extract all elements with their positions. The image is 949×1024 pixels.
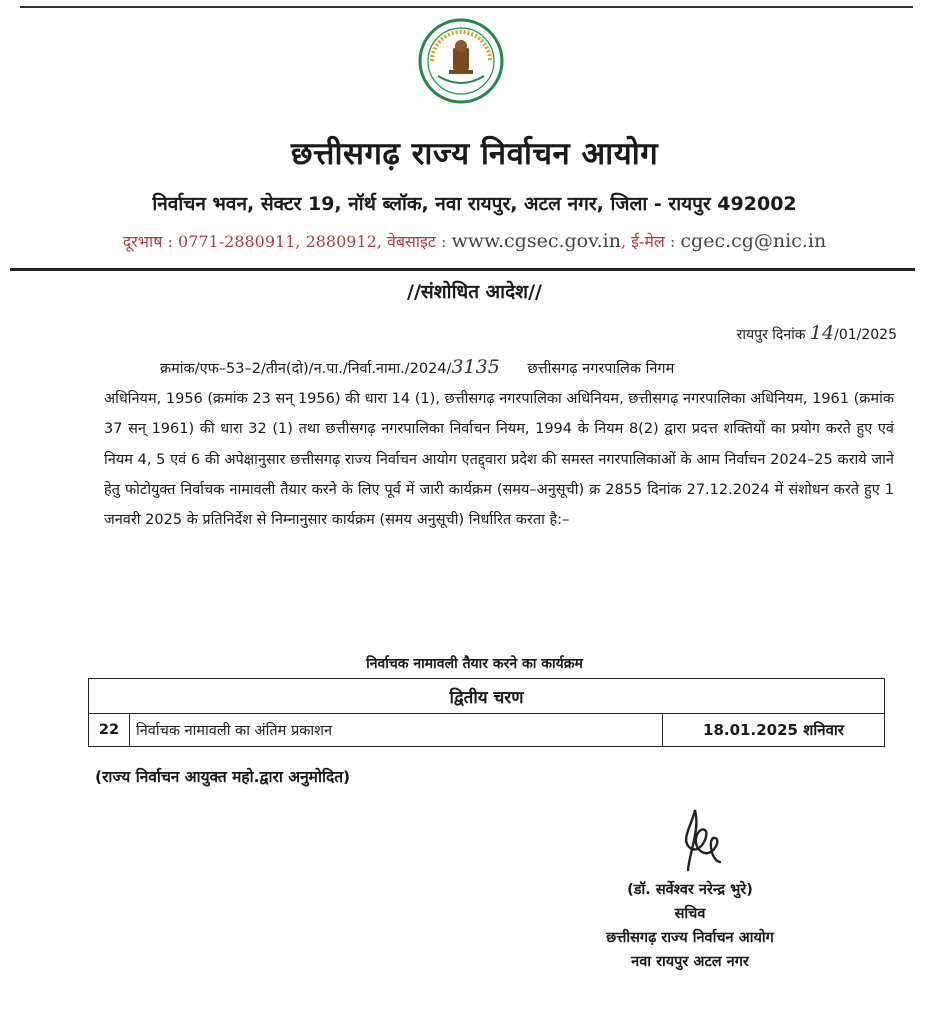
email-label: , ई-मेल : (620, 232, 681, 251)
row-activity: निर्वाचक नामावली का अंतिम प्रकाशन (130, 714, 663, 747)
organization-address: निर्वाचन भवन, सेक्टर 19, नॉर्थ ब्लॉक, नवा रायपुर, अटल नगर, जिला - रायपुर 492002 (152, 193, 797, 215)
schedule-caption: निर्वाचक नामावली तैयार करने का कार्यक्रम (366, 656, 583, 672)
schedule-table (88, 678, 885, 747)
signatory-block (540, 878, 840, 974)
phase-heading: द्वितीय चरण (89, 679, 885, 714)
reference-after: छत्तीसगढ़ नगरपालिक निगम (527, 361, 675, 377)
table-row (89, 714, 885, 747)
reference-number: क्रमांक/एफ–53–2/तीन(दो)/न.पा./निर्वा.नामा./2024/ (160, 361, 452, 377)
signatory-organization: छत्तीसगढ़ राज्य निर्वाचन आयोग (606, 930, 774, 946)
organization-contact (0, 230, 949, 252)
order-title: //संशोधित आदेश// (407, 281, 542, 303)
top-border-line (20, 6, 913, 8)
date-handwritten-day: 14 (809, 322, 835, 344)
signatory-designation: सचिव (674, 906, 706, 922)
row-date: 18.01.2025 शनिवार (663, 714, 885, 747)
date-label: रायपुर दिनांक (736, 327, 806, 343)
header-divider (10, 268, 915, 271)
order-body (104, 352, 894, 535)
order-date (737, 322, 897, 344)
phone-numbers: दूरभाष : 0771-2880911, 2880912, वेबसाइट : (122, 232, 452, 251)
signatory-name: (डॉ. सर्वेश्वर नरेन्द्र भुरे) (627, 882, 753, 898)
state-emblem-seal-icon (418, 18, 504, 104)
signatory-place: नवा रायपुर अटल नगर (631, 954, 749, 970)
email-link[interactable]: cgec.cg@nic.in (680, 230, 827, 252)
reference-line (104, 352, 894, 384)
organization-title: छत्तीसगढ़ राज्य निर्वाचन आयोग (290, 136, 659, 172)
reference-handwritten: 3135 (451, 356, 500, 378)
order-body-text: अधिनियम, 1956 (क्रमांक 23 सन् 1956) की धारा 14 (1), छत्तीसगढ़ नगरपालिका अधिनियम, छत्तीसगढ़ नगरपालिका अधिनियम, 1961 (क्रमांक 37 सन् 1961) की धारा 32 (1) तथा छत्तीसगढ़ नगरपालिका निर्वाचन नियम, 1994 के नियम 8(2) द्वारा प्रदत्त शक्तियों का प्रयोग करते हुए एवं नियम 4, 5 एवं 6 की अपेक्षानुसार छत्तीसगढ़ राज्य निर्वाचन आयोग एतद्द्वारा प्रदेश की समस्त नगरपालिकाओं के आम निर्वाचन 2024–25 कराये जाने हेतु फोटोयुक्त निर्वाचक नामावली तैयार करने के लिए पूर्व में जारी कार्यक्रम (समय–अनुसूची) क्र 2855 दिनांक 27.12.2024 में संशोधन करते हुए 1 जनवरी 2025 के प्रतिनिर्देश से निम्नानुसार कार्यक्रम (समय अनुसूची) निर्धारित करता है:– (104, 391, 894, 529)
website-link[interactable]: www.cgsec.gov.in (451, 230, 621, 252)
date-month-year: /01/2025 (834, 327, 897, 343)
phase-row (89, 679, 885, 714)
approval-note: (राज्य निर्वाचन आयुक्त महो.द्वारा अनुमोदित) (95, 768, 351, 786)
row-number: 22 (89, 714, 130, 747)
signature-icon (660, 800, 740, 880)
